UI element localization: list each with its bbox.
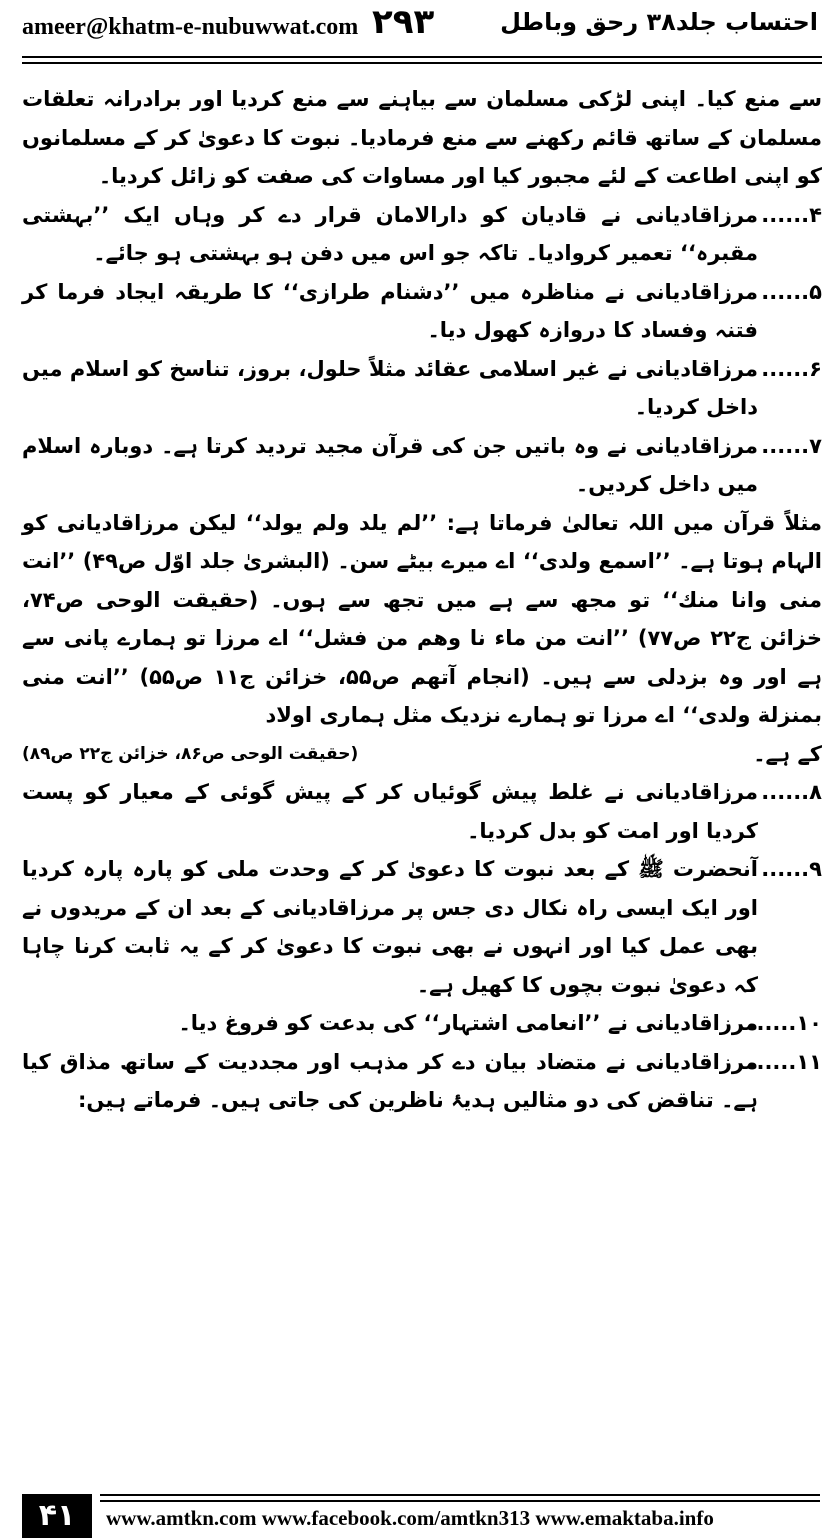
item-text: مرزاقادیانی نے ’’انعامی اشتہار‘‘ کی بدعت کو فروغ دیا۔ (178, 1011, 758, 1035)
quote-end-text: کے ہے۔ (753, 741, 822, 766)
header-email: ameer@khatm-e-nubuwwat.com (22, 14, 359, 40)
list-item (22, 273, 822, 350)
item-number: ۹...... (761, 857, 822, 881)
item-text: مرزاقادیانی نے وہ باتیں جن کی قرآن مجید تردید کرتا ہے۔ دوبارہ اسلام میں داخل کردیں۔ (22, 433, 758, 496)
list-item (22, 427, 822, 504)
list-item (22, 773, 822, 850)
item-text: آنحضرت ﷺ کے بعد نبوت کا دعویٰ کر کے وحدت ملی کو پارہ پارہ کردیا اور ایک ایسی راہ نکال دی جس پر مرزاقادیانی کے بعد ان کے مریدوں نے بھی عمل کیا اور انہوں نے بھی نبوت کا دعویٰ کر کے یہ ثابت کرنا چاہا کہ دعویٰ نبوت بچوں کا کھیل ہے۔ (22, 857, 758, 997)
item-text: مرزاقادیانی نے قادیان کو دارالامان قرار دے کر وہاں ایک ’’بہشتی مقبرہ‘‘ تعمیر کروادیا۔ تاکہ جو اس میں دفن ہو بہشتی ہو جائے۔ (22, 202, 758, 265)
quote-reference-line (22, 735, 822, 774)
footer-page-number: ۴۱ (22, 1494, 92, 1538)
item-number: ۶...... (761, 356, 822, 381)
footer-rule-bottom (100, 1500, 820, 1502)
item-text: مرزاقادیانی نے مناظرہ میں ’’دشنام طرازی‘‘ کا طریقہ ایجاد فرما کر فتنہ وفساد کا دروازہ کھول دیا۔ (22, 279, 758, 342)
header-book-title: احتساب جلد۳۸ رحق وباطل (500, 8, 818, 36)
item-number: ۵...... (761, 279, 822, 304)
item-number: ۷...... (761, 433, 822, 458)
item-text: مرزاقادیانی نے غیر اسلامی عقائد مثلاً حلول، بروز، تناسخ کو اسلام میں داخل کردیا۔ (22, 356, 758, 419)
list-item (22, 1004, 822, 1043)
page-body (22, 80, 822, 1120)
item-number: ۱۰...... (748, 1011, 822, 1035)
list-item (22, 196, 822, 273)
item-number: ۴...... (761, 202, 822, 227)
header-rule-bottom (22, 62, 822, 64)
quote-reference: (حقیقت الوحی ص۸۶، خزائن ج۲۲ ص۸۹) (22, 743, 359, 764)
header-page-number: ۲۹۳ (372, 2, 435, 42)
header-rule-top (22, 56, 822, 58)
list-item (22, 1043, 822, 1120)
footer-rule-top (100, 1494, 820, 1496)
item-number: ۸...... (761, 780, 822, 804)
list-item (22, 350, 822, 427)
list-item (22, 850, 822, 1004)
page-footer (0, 1494, 840, 1540)
item-number: ۱۱...... (748, 1049, 822, 1074)
footer-links: www.amtkn.com www.facebook.com/amtkn313 www.emaktaba.info (106, 1506, 714, 1530)
intro-paragraph: سے منع کیا۔ اپنی لڑکی مسلمان سے بیاہنے سے منع کردیا اور برادرانہ تعلقات مسلمان کے ساتھ قائم رکھنے سے منع فرمادیا۔ نبوت کا دعویٰ کر کے مسلمانوں کو اپنی اطاعت کے لئے مجبور کیا اور مساوات کی صفت کو زائل کردیا۔ (22, 87, 822, 188)
quote-paragraph: مثلاً قرآن میں اللہ تعالیٰ فرماتا ہے: ’’لم یلد ولم یولد‘‘ لیکن مرزاقادیانی کو الہام ہوتا ہے۔ ’’اسمع ولدی‘‘ اے میرے بیٹے سن۔ (البشریٰ جلد اوّل ص۴۹) ’’انت منی وانا منك‘‘ تو مجھ سے ہے میں تجھ سے ہوں۔ (حقیقت الوحی ص۷۴، خزائن ج۲۲ ص۷۷) ’’انت من ماء نا وهم من فشل‘‘ اے مرزا تو ہمارے پانی سے ہے اور وہ بزدلی سے ہیں۔ (انجام آتھم ص۵۵، خزائن ج۱۱ ص۵۵) ’’انت منی بمنزلة ولدی‘‘ اے مرزا تو ہمارے نزدیک مثل ہماری اولاد (22, 510, 823, 727)
item-text: مرزاقادیانی نے متضاد بیان دے کر مذہب اور مجددیت کے ساتھ مذاق کیا ہے۔ تناقض کی دو مثالیں ہدیۂ ناظرین کی جاتی ہیں۔ فرماتے ہیں: (22, 1049, 758, 1112)
item-text: مرزاقادیانی نے غلط پیش گوئیاں کر کے پیش گوئی کے معیار کو پست کردیا اور امت کو بدل کردیا۔ (22, 780, 758, 843)
page-header (0, 0, 840, 62)
